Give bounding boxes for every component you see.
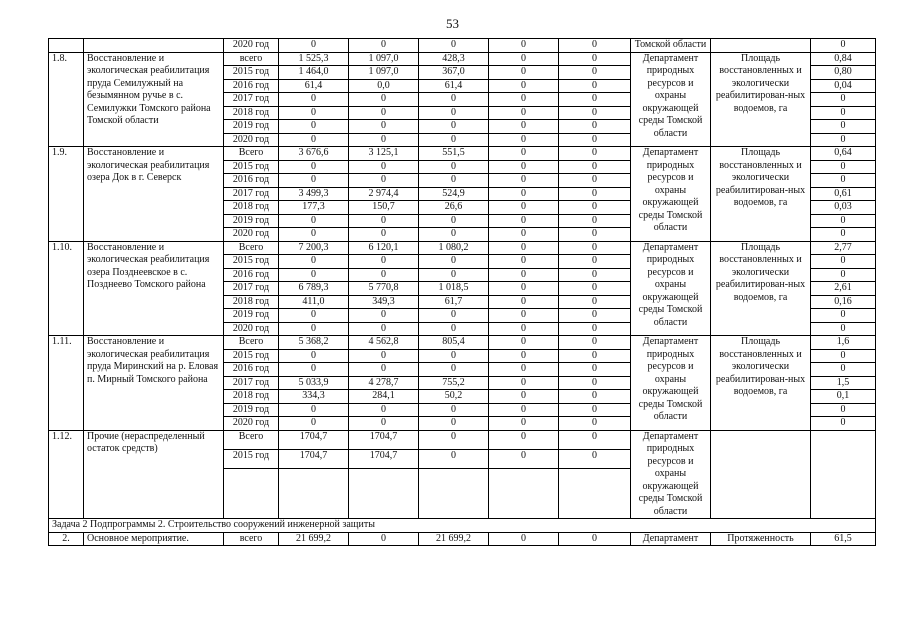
value-cell: 0 (419, 403, 489, 417)
empty-cell (811, 430, 876, 519)
indicator-value-cell: 0 (811, 120, 876, 134)
value-cell: 0 (489, 363, 559, 377)
value-cell: 0 (489, 295, 559, 309)
value-cell: 0 (279, 120, 349, 134)
value-cell: 0 (279, 403, 349, 417)
value-cell: 0 (559, 309, 631, 323)
indicator-name-cell: Площадь восстановленных и экологически реабилитирован-ных водоемов, га (711, 147, 811, 242)
value-cell: 0 (419, 268, 489, 282)
value-cell: 0 (419, 39, 489, 53)
value-cell: 4 562,8 (349, 336, 419, 350)
value-cell: 0 (279, 174, 349, 188)
value-cell: 1 097,0 (349, 52, 419, 66)
value-cell: 524,9 (419, 187, 489, 201)
responsible-cell: Департамент природных ресурсов и охраны окружающей среды Томской области (631, 430, 711, 519)
value-cell: 0 (489, 336, 559, 350)
indicator-value-cell: 0,80 (811, 66, 876, 80)
value-cell: 0 (559, 106, 631, 120)
value-cell: 0 (419, 349, 489, 363)
value-cell: 0 (559, 532, 631, 546)
value-cell: 0 (419, 449, 489, 468)
task-row (49, 519, 876, 533)
value-cell: 805,4 (419, 336, 489, 350)
value-cell: 0 (489, 309, 559, 323)
indicator-value-cell: 0,61 (811, 187, 876, 201)
value-cell: 0 (489, 403, 559, 417)
item-name-cell: Прочие (нераспределенный остаток средств) (84, 430, 224, 519)
value-cell: 1 080,2 (419, 241, 489, 255)
value-cell: 0 (559, 430, 631, 449)
item-number-cell: 1.8. (49, 52, 84, 147)
responsible-cell: Департамент (631, 532, 711, 546)
value-cell: 6 789,3 (279, 282, 349, 296)
indicator-value-cell: 0 (811, 309, 876, 323)
value-cell: 0 (349, 160, 419, 174)
value-cell: 0 (419, 322, 489, 336)
value-cell: 3 125,1 (349, 147, 419, 161)
empty-cell (279, 469, 349, 519)
value-cell: 0 (489, 79, 559, 93)
value-cell: 0 (489, 214, 559, 228)
value-cell: 0 (559, 174, 631, 188)
year-cell: 2019 год (224, 309, 279, 323)
indicator-value-cell: 0,1 (811, 390, 876, 404)
indicator-value-cell: 0 (811, 39, 876, 53)
value-cell: 0 (279, 106, 349, 120)
value-cell: 0 (559, 349, 631, 363)
value-cell: 0 (279, 93, 349, 107)
value-cell: 6 120,1 (349, 241, 419, 255)
year-cell: 2020 год (224, 39, 279, 53)
value-cell: 411,0 (279, 295, 349, 309)
value-cell: 0 (559, 214, 631, 228)
value-cell: 0 (489, 201, 559, 215)
value-cell: 0 (559, 417, 631, 431)
value-cell: 177,3 (279, 201, 349, 215)
value-cell: 5 033,9 (279, 376, 349, 390)
value-cell: 0 (349, 309, 419, 323)
indicator-name-cell: Площадь восстановленных и экологически реабилитирован-ных водоемов, га (711, 241, 811, 336)
indicator-value-cell: 0 (811, 106, 876, 120)
value-cell: 5 368,2 (279, 336, 349, 350)
value-cell: 0 (349, 39, 419, 53)
value-cell: 0 (559, 322, 631, 336)
empty-cell (419, 469, 489, 519)
year-cell: 2015 год (224, 160, 279, 174)
responsible-cell: Департамент природных ресурсов и охраны окружающей среды Томской области (631, 147, 711, 242)
table-row (49, 336, 876, 350)
task-title-cell: Задача 2 Подпрограммы 2. Строительство сооружений инженерной защиты (49, 519, 876, 533)
value-cell: 1 525,3 (279, 52, 349, 66)
value-cell: 0 (489, 66, 559, 80)
value-cell: 0 (419, 174, 489, 188)
indicator-value-cell: 0 (811, 93, 876, 107)
value-cell: 0 (559, 66, 631, 80)
indicator-value-cell: 0 (811, 363, 876, 377)
value-cell: 0 (349, 255, 419, 269)
value-cell: 0 (279, 255, 349, 269)
year-cell: 2015 год (224, 349, 279, 363)
year-cell: 2017 год (224, 282, 279, 296)
year-cell: 2015 год (224, 255, 279, 269)
value-cell: 0 (489, 349, 559, 363)
year-cell: 2020 год (224, 322, 279, 336)
value-cell: 0 (559, 147, 631, 161)
value-cell: 0,0 (349, 79, 419, 93)
item-number-cell: 2. (49, 532, 84, 546)
indicator-value-cell: 2,61 (811, 282, 876, 296)
value-cell: 0 (279, 133, 349, 147)
indicator-value-cell: 61,5 (811, 532, 876, 546)
table-row (49, 430, 876, 449)
year-cell: 2018 год (224, 106, 279, 120)
value-cell: 0 (559, 39, 631, 53)
value-cell: 1704,7 (349, 449, 419, 468)
value-cell: 0 (489, 268, 559, 282)
indicator-value-cell: 0 (811, 174, 876, 188)
empty-cell (559, 469, 631, 519)
indicator-value-cell: 2,77 (811, 241, 876, 255)
indicator-value-cell: 0,16 (811, 295, 876, 309)
value-cell: 0 (489, 187, 559, 201)
value-cell: 0 (559, 295, 631, 309)
year-cell: всего (224, 52, 279, 66)
value-cell: 0 (349, 363, 419, 377)
year-cell: 2017 год (224, 187, 279, 201)
value-cell: 26,6 (419, 201, 489, 215)
value-cell: 7 200,3 (279, 241, 349, 255)
value-cell: 428,3 (419, 52, 489, 66)
year-cell: 2019 год (224, 214, 279, 228)
header-row (49, 39, 876, 53)
value-cell: 0 (559, 52, 631, 66)
value-cell: 0 (419, 93, 489, 107)
responsible-cell: Департамент природных ресурсов и охраны окружающей среды Томской области (631, 241, 711, 336)
indicator-value-cell: 0,84 (811, 52, 876, 66)
value-cell: 0 (559, 160, 631, 174)
value-cell: 0 (419, 228, 489, 242)
value-cell: 0 (279, 214, 349, 228)
value-cell: 0 (489, 322, 559, 336)
indicator-name-cell: Протяженность (711, 532, 811, 546)
responsible-cell: Департамент природных ресурсов и охраны окружающей среды Томской области (631, 52, 711, 147)
value-cell: 0 (489, 106, 559, 120)
value-cell: 61,7 (419, 295, 489, 309)
year-cell: 2016 год (224, 268, 279, 282)
value-cell: 0 (489, 120, 559, 134)
year-cell: 2018 год (224, 295, 279, 309)
year-cell: 2015 год (224, 66, 279, 80)
value-cell: 0 (349, 268, 419, 282)
value-cell: 0 (279, 363, 349, 377)
year-cell: 2020 год (224, 417, 279, 431)
empty-cell (224, 469, 279, 519)
value-cell: 0 (279, 322, 349, 336)
indicator-value-cell: 0 (811, 349, 876, 363)
year-cell: 2020 год (224, 133, 279, 147)
year-cell: Всего (224, 336, 279, 350)
year-cell: всего (224, 532, 279, 546)
value-cell: 0 (349, 106, 419, 120)
value-cell: 0 (349, 214, 419, 228)
value-cell: 0 (489, 532, 559, 546)
year-cell: Всего (224, 147, 279, 161)
value-cell: 0 (419, 160, 489, 174)
indicator-value-cell: 0,03 (811, 201, 876, 215)
value-cell: 4 278,7 (349, 376, 419, 390)
year-cell: 2020 год (224, 228, 279, 242)
value-cell: 0 (559, 403, 631, 417)
value-cell: 0 (349, 133, 419, 147)
value-cell: 0 (489, 430, 559, 449)
value-cell: 0 (279, 309, 349, 323)
indicator-value-cell: 0 (811, 133, 876, 147)
value-cell: 0 (489, 376, 559, 390)
value-cell: 0 (349, 322, 419, 336)
value-cell: 0 (489, 282, 559, 296)
value-cell: 0 (279, 39, 349, 53)
value-cell: 0 (419, 363, 489, 377)
value-cell: 0 (419, 133, 489, 147)
value-cell: 1 097,0 (349, 66, 419, 80)
value-cell: 3 676,6 (279, 147, 349, 161)
value-cell: 0 (279, 228, 349, 242)
value-cell: 0 (489, 417, 559, 431)
value-cell: 0 (489, 241, 559, 255)
value-cell: 0 (489, 174, 559, 188)
program-table (48, 38, 876, 546)
value-cell: 551,5 (419, 147, 489, 161)
value-cell: 1 018,5 (419, 282, 489, 296)
value-cell: 1704,7 (349, 430, 419, 449)
value-cell: 21 699,2 (419, 532, 489, 546)
item-name-cell: Восстановление и экологическая реабилитация озера Позднеевское в с. Позднеево Томского района (84, 241, 224, 336)
year-cell: 2016 год (224, 174, 279, 188)
value-cell: 0 (349, 228, 419, 242)
empty-cell (349, 469, 419, 519)
indicator-name-cell: Площадь восстановленных и экологически реабилитирован-ных водоемов, га (711, 52, 811, 147)
value-cell: 0 (559, 241, 631, 255)
value-cell: 0 (559, 282, 631, 296)
value-cell: 0 (489, 228, 559, 242)
table-row (49, 147, 876, 161)
indicator-value-cell: 0 (811, 403, 876, 417)
value-cell: 61,4 (279, 79, 349, 93)
year-cell: 2019 год (224, 403, 279, 417)
value-cell: 2 974,4 (349, 187, 419, 201)
value-cell: 61,4 (419, 79, 489, 93)
indicator-value-cell: 0 (811, 228, 876, 242)
indicator-value-cell: 0 (811, 417, 876, 431)
value-cell: 0 (559, 255, 631, 269)
year-cell: 2018 год (224, 390, 279, 404)
value-cell: 0 (419, 417, 489, 431)
value-cell: 0 (419, 120, 489, 134)
indicator-value-cell: 0 (811, 214, 876, 228)
year-cell: 2015 год (224, 449, 279, 468)
year-cell: 2016 год (224, 79, 279, 93)
value-cell: 0 (559, 363, 631, 377)
value-cell: 0 (279, 160, 349, 174)
value-cell: 0 (559, 390, 631, 404)
value-cell: 0 (349, 120, 419, 134)
indicator-value-cell: 1,5 (811, 376, 876, 390)
value-cell: 0 (559, 336, 631, 350)
value-cell: 0 (419, 214, 489, 228)
item-number-cell: 1.12. (49, 430, 84, 519)
value-cell: 0 (559, 201, 631, 215)
indicator-value-cell: 1,6 (811, 336, 876, 350)
value-cell: 755,2 (419, 376, 489, 390)
value-cell: 0 (279, 349, 349, 363)
indicator-value-cell: 0 (811, 255, 876, 269)
year-cell: Всего (224, 241, 279, 255)
year-cell: 2017 год (224, 93, 279, 107)
empty-cell (711, 430, 811, 519)
indicator-value-cell: 0 (811, 160, 876, 174)
value-cell: 0 (559, 79, 631, 93)
value-cell: 0 (489, 52, 559, 66)
value-cell: 0 (559, 133, 631, 147)
responsible-cell: Департамент природных ресурсов и охраны окружающей среды Томской области (631, 336, 711, 431)
item-number-cell: 1.11. (49, 336, 84, 431)
value-cell: 0 (559, 120, 631, 134)
value-cell: 0 (349, 403, 419, 417)
value-cell: 1704,7 (279, 449, 349, 468)
value-cell: 0 (559, 93, 631, 107)
item-name-cell: Восстановление и экологическая реабилитация пруда Миринский на р. Еловая п. Мирный Томского района (84, 336, 224, 431)
value-cell: 0 (419, 255, 489, 269)
value-cell: 1 464,0 (279, 66, 349, 80)
item-name-cell: Восстановление и экологическая реабилитация пруда Семилужный на безымянном ручье в с. Семилужки Томского района Томской области (84, 52, 224, 147)
value-cell: 0 (559, 268, 631, 282)
empty-cell (489, 469, 559, 519)
value-cell: 0 (349, 93, 419, 107)
value-cell: 3 499,3 (279, 187, 349, 201)
value-cell: 0 (559, 449, 631, 468)
value-cell: 0 (279, 417, 349, 431)
value-cell: 0 (489, 133, 559, 147)
value-cell: 0 (489, 93, 559, 107)
year-cell: 2019 год (224, 120, 279, 134)
table-row (49, 52, 876, 66)
value-cell: 0 (349, 174, 419, 188)
item-number-cell: 1.9. (49, 147, 84, 242)
value-cell: 284,1 (349, 390, 419, 404)
value-cell: 0 (419, 430, 489, 449)
value-cell: 349,3 (349, 295, 419, 309)
item-number-cell: 1.10. (49, 241, 84, 336)
table-row (49, 241, 876, 255)
year-cell: Всего (224, 430, 279, 449)
value-cell: 5 770,8 (349, 282, 419, 296)
value-cell: 0 (489, 160, 559, 174)
item-name-cell: Основное мероприятие. (84, 532, 224, 546)
value-cell: 21 699,2 (279, 532, 349, 546)
value-cell: 0 (489, 449, 559, 468)
value-cell: 0 (489, 390, 559, 404)
value-cell: 0 (489, 147, 559, 161)
value-cell: 0 (419, 106, 489, 120)
value-cell: 0 (349, 349, 419, 363)
value-cell: 334,3 (279, 390, 349, 404)
year-cell: 2018 год (224, 201, 279, 215)
value-cell: 0 (559, 376, 631, 390)
value-cell: 0 (349, 417, 419, 431)
year-cell: 2017 год (224, 376, 279, 390)
page-number: 53 (446, 16, 459, 31)
year-cell: 2016 год (224, 363, 279, 377)
value-cell: 1704,7 (279, 430, 349, 449)
value-cell: 0 (559, 228, 631, 242)
value-cell: 0 (349, 532, 419, 546)
value-cell: 367,0 (419, 66, 489, 80)
value-cell: 150,7 (349, 201, 419, 215)
value-cell: 0 (279, 268, 349, 282)
value-cell: 0 (559, 187, 631, 201)
value-cell: 50,2 (419, 390, 489, 404)
indicator-value-cell: 0 (811, 268, 876, 282)
value-cell: 0 (419, 309, 489, 323)
value-cell: 0 (489, 39, 559, 53)
indicator-name-cell: Площадь восстановленных и экологически реабилитирован-ных водоемов, га (711, 336, 811, 431)
item-name-cell: Восстановление и экологическая реабилитация озера Док в г. Северск (84, 147, 224, 242)
indicator-value-cell: 0,04 (811, 79, 876, 93)
indicator-value-cell: 0 (811, 322, 876, 336)
responsible-cell: Томской области (631, 39, 711, 53)
value-cell: 0 (489, 255, 559, 269)
indicator-value-cell: 0,64 (811, 147, 876, 161)
table-row (49, 532, 876, 546)
